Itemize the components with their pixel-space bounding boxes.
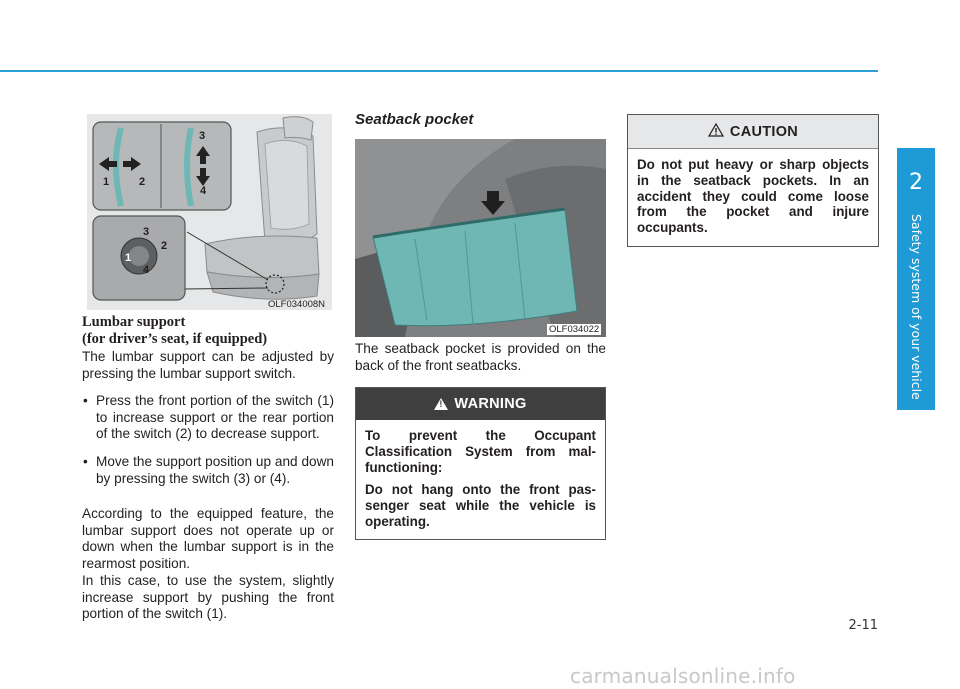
header-rule [0, 70, 878, 72]
caution-box [627, 114, 879, 247]
warning-text-1: To prevent the Occupant Classification System from mal-functioning: [365, 428, 596, 475]
warning-text-2: Do not hang onto the front pas-senger seat while the vehicle is operating. [365, 482, 596, 529]
warning-label: WARNING [454, 396, 527, 412]
callout-switch-4: 4 [143, 264, 150, 276]
callout-1: 1 [103, 176, 110, 188]
lumbar-paragraph-3: In this case, to use the system, slightly increase support by pushing the front portion of the switch (1). [82, 573, 334, 622]
pocket-illustration [355, 139, 606, 337]
caution-label: CAUTION [729, 123, 799, 140]
caution-icon [708, 123, 724, 141]
seatback-title: Seatback pocket [355, 111, 474, 128]
lumbar-paragraph-2: According to the equipped feature, the lumbar support does not operate up or down when the lumbar support is in the rearmost position. [82, 506, 334, 571]
warning-box [355, 387, 606, 540]
seat-illustration [87, 114, 332, 310]
lumbar-support-figure [87, 114, 332, 310]
callout-switch-2: 2 [161, 240, 168, 252]
seatback-text: The seatback pocket is provided on the back of the front seatbacks. [355, 341, 606, 373]
warning-body [356, 420, 605, 545]
lumbar-intro: The lumbar support can be adjusted by pressing the lumbar support switch. [82, 349, 334, 381]
lumbar-heading [82, 314, 267, 348]
chapter-number: 2 [909, 170, 923, 195]
lumbar-heading-line2: (for driver’s seat, if equipped) [82, 331, 268, 347]
callout-switch-1: 1 [125, 252, 132, 264]
callout-switch-3: 3 [143, 226, 150, 238]
seatback-pocket-figure [355, 139, 606, 337]
watermark: carmanualsonline.info [570, 664, 796, 688]
callout-2: 2 [139, 176, 146, 188]
lumbar-bullet-2: • Move the support position up and down by pressing the switch (3) or (4). [82, 454, 334, 487]
warning-header [356, 388, 605, 420]
warning-icon [434, 398, 448, 410]
callout-4: 4 [200, 185, 207, 197]
callout-3: 3 [199, 130, 206, 142]
seatback-figure-code: OLF034022 [549, 324, 600, 335]
caution-body [628, 149, 878, 251]
caution-header [628, 115, 878, 149]
chapter-tab[interactable] [897, 148, 935, 410]
lumbar-bullet-1: • Press the front portion of the switch (1) to increase support or the rear portion of the switch (2) to decrease support. [82, 393, 334, 443]
lumbar-heading-line1: Lumbar support [82, 314, 186, 330]
figure-code: OLF034008N [268, 299, 326, 310]
caution-text: Do not put heavy or sharp objects in the seatback pockets. In an accident they could come loose from the pocket and injure occupants. [637, 157, 869, 236]
page-number: 2-11 [848, 618, 878, 633]
chapter-title: Safety system of your vehicle [909, 214, 924, 400]
